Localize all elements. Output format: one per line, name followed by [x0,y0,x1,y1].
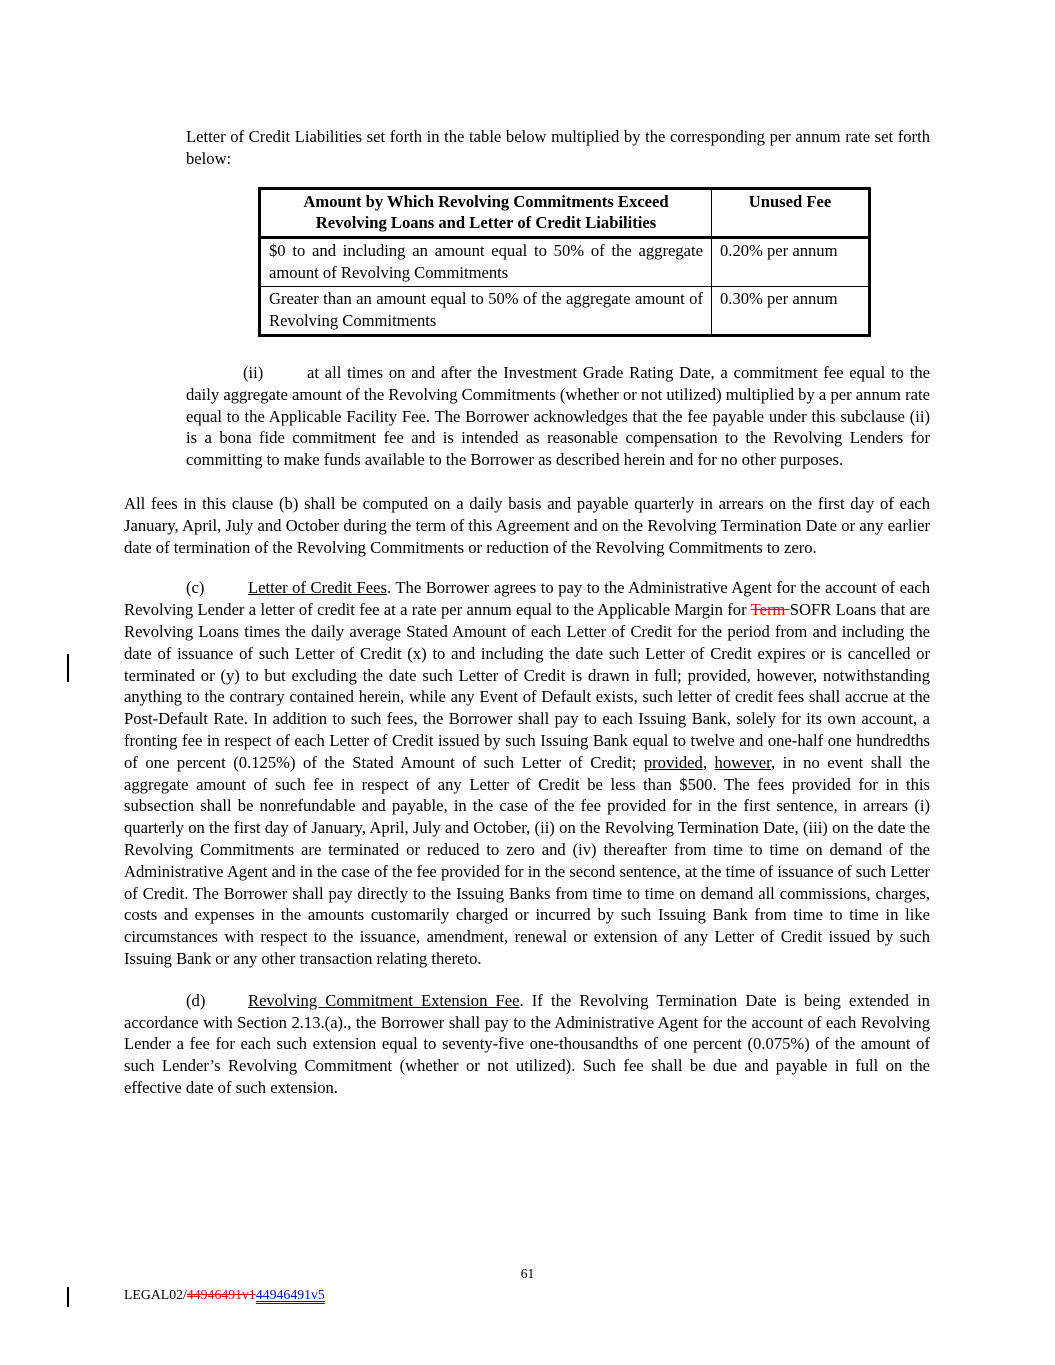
doc-id-deleted: 44946491v1 [186,1287,256,1302]
clause-c-body-4: , in no event shall the aggregate amount of such fee in respect of any Letter of Credit be less than $500. The fees provided for in this subsection shall be nonrefundable and payable, in the case of the fee provided for in the first sentence, in arrears (i) quarterly on the first day of January, April, July and October, (ii) on the Revolving Termination Date, (iii) on the date the Revolving Commitments are terminated or reduced to zero and (iv) thereafter from time to time on demand of the Administrative Agent and in the case of the fee provided for in the second sentence, at the time of issuance of such Letter of Credit. The Borrower shall pay directly to the Issuing Banks from time to time on demand all commissions, charges, costs and expenses in the amounts customarily charged or incurred by such Issuing Bank from time to time in like circumstances with respect to the issuance, amendment, renewal or extension of any Letter of Credit issued by such Issuing Bank or any other transaction relating thereto. [124,752,930,968]
clause-c-provided: provided [643,752,703,772]
revision-change-bar-footer [67,1287,69,1307]
clause-c-however: however [714,752,772,772]
table-row [260,238,870,287]
clause-d-heading: Revolving Commitment Extension Fee [248,990,520,1010]
clause-d-paragraph [124,990,930,1099]
table-cell-range-2: Greater than an amount equal to 50% of the aggregate amount of Revolving Commitments [260,287,712,336]
table-row [260,287,870,336]
table-header-row [260,188,870,238]
doc-id-prefix: LEGAL02/ [124,1287,187,1302]
unused-fee-table [258,187,871,337]
table-header-unused-fee: Unused Fee [712,188,870,238]
table-header-amount: Amount by Which Revolving Commitments Exceed Revolving Loans and Letter of Credit Liabilities [260,188,712,238]
revision-change-bar [67,654,69,682]
table-cell-fee-2: 0.30% per annum [712,287,870,336]
page-content [124,126,930,1119]
page-number: 61 [520,1266,535,1281]
document-id-footer [124,1286,325,1303]
clause-c-heading: Letter of Credit Fees [248,578,387,598]
all-fees-paragraph: All fees in this clause (b) shall be computed on a daily basis and payable quarterly in arrears on the first day of each January, April, July and October during the term of this Agreement and on the Revolving Termination Date or any earlier date of termination of the Revolving Commitments or reduction of the Revolving Commitments to zero. [124,494,930,557]
clause-d-body: . If the Revolving Termination Date is being extended in accordance with Section 2.13.(a)., the Borrower shall pay to the Administrative Agent for the account of each Revolving Lender a fee for each such extension equal to seventy-five one-thousandths of one percent (0.075%) of the amount of such Lender’s Revolving Commitment (whether or not utilized). Such fee shall be due and payable in full on the effective date of such extension. [124,990,930,1097]
deleted-text-term: Term [750,600,790,620]
clause-c-label: (c) [186,578,205,598]
clause-c-paragraph [124,577,930,969]
clause-ii-label: (ii) [243,363,264,383]
intro-paragraph: Letter of Credit Liabilities set forth in the table below multiplied by the corresponding per annum rate set forth below: [186,127,930,168]
doc-id-inserted: 44946491v5 [255,1287,325,1302]
clause-ii-paragraph [186,362,930,471]
clause-ii-text: at all times on and after the Investment Grade Rating Date, a commitment fee equal to the daily aggregate amount of the Revolving Commitments (whether or not utilized) multiplied by a per annum rate equal to the Applicable Facility Fee. The Borrower acknowledges that the fee payable under this subclause (ii) is a bona fide commitment fee and is intended as reasonable compensation to the Revolving Lenders for committing to make funds available to the Borrower as described herein and for no other purposes. [186,363,930,470]
clause-c-body-3: , [702,752,715,772]
clause-d-label: (d) [186,990,206,1010]
clause-c-body-2: SOFR Loans that are Revolving Loans times the daily average Stated Amount of each Letter of Credit for the period from and including the date of issuance of such Letter of Credit (x) to and including the date such Letter of Credit expires or is cancelled or terminated or (y) to but excluding the date such Letter of Credit is drawn in full; provided, however, notwithstanding anything to the contrary contained herein, while any Event of Default exists, such letter of credit fees shall accrue at the Post-Default Rate. In addition to such fees, the Borrower shall pay to each Issuing Bank, solely for its own account, a fronting fee in respect of each Letter of Credit issued by such Issuing Bank equal to twelve and one-half one hundredths of one percent (0.125%) of the Stated Amount of such Letter of Credit; [124,600,930,772]
clause-c-body-1: . The Borrower agrees to pay to the Administrative Agent for the account of each Revolving Lender a letter of credit fee at a rate per annum equal to the Applicable Margin for [124,578,931,620]
table-cell-fee-1: 0.20% per annum [712,238,870,287]
table-cell-range-1: $0 to and including an amount equal to 50% of the aggregate amount of Revolving Commitments [260,238,712,287]
